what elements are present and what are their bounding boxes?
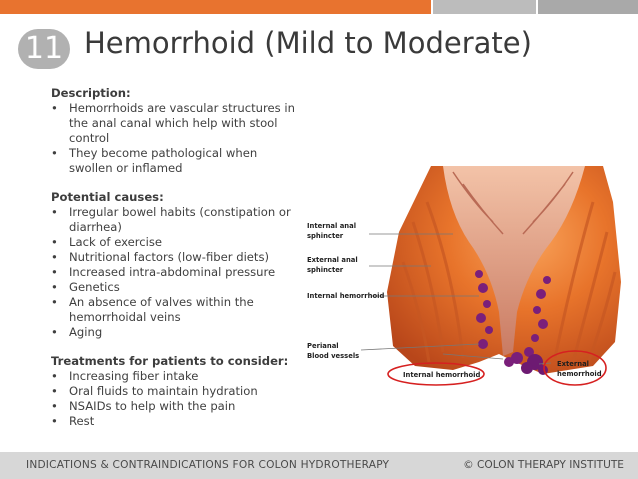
bullet: • <box>51 250 58 264</box>
accent-bar-gray-1 <box>433 0 536 14</box>
label-blood-vessels: Blood vessels <box>307 352 360 360</box>
label-internal-anal-sphincter-2: sphincter <box>307 232 344 240</box>
causes-list <box>51 205 296 340</box>
treatments-heading: Treatments for patients to consider: <box>51 354 289 368</box>
bullet: • <box>51 101 58 115</box>
list-item-text: Irregular bowel habits (constipation or diarrhea) <box>69 205 291 234</box>
top-accent-bar <box>0 0 638 14</box>
bullet: • <box>51 384 58 398</box>
list-item-text: NSAIDs to help with the pain <box>69 399 236 413</box>
label-external-anal-sphincter-2: sphincter <box>307 266 344 274</box>
anal-canal-anatomy-figure <box>303 162 637 388</box>
list-item <box>51 235 296 250</box>
list-item-text: They become pathological when swollen or inflamed <box>69 146 258 175</box>
list-item-text: Aging <box>69 325 103 339</box>
accent-bar-gray-2 <box>538 0 638 14</box>
bullet: • <box>51 295 58 309</box>
list-item-text: Genetics <box>69 280 120 294</box>
bullet: • <box>51 399 58 413</box>
list-item <box>51 399 296 414</box>
list-item <box>51 101 296 146</box>
bullet: • <box>51 265 58 279</box>
bullet: • <box>51 369 58 383</box>
description-heading: Description: <box>51 86 131 100</box>
slide-title: Hemorrhoid (Mild to Moderate) <box>84 26 532 60</box>
bullet: • <box>51 280 58 294</box>
list-item <box>51 295 296 325</box>
list-item <box>51 250 296 265</box>
bullet: • <box>51 325 58 339</box>
list-item-text: An absence of valves within the hemorrhoidal veins <box>69 295 254 324</box>
description-list <box>51 101 296 176</box>
list-item <box>51 265 296 280</box>
bullet: • <box>51 414 58 428</box>
label-internal-hemorrhoid-callout: Internal hemorrhoid <box>403 371 481 379</box>
list-item <box>51 325 296 340</box>
label-internal-anal-sphincter: Internal anal <box>307 222 357 230</box>
slide-content <box>51 86 296 429</box>
footer-course-title: INDICATIONS & CONTRAINDICATIONS FOR COLON HYDROTHERAPY <box>26 459 390 471</box>
label-external: External <box>557 360 589 368</box>
bullet: • <box>51 235 58 249</box>
causes-heading: Potential causes: <box>51 190 164 204</box>
slide-number-badge: 11 <box>18 29 70 69</box>
accent-bar-orange <box>0 0 431 14</box>
label-external-anal-sphincter: External anal <box>307 256 358 264</box>
footer-bar <box>0 452 638 479</box>
label-internal-hemorrhoid: Internal hemorrhoid <box>307 292 385 300</box>
label-hemorrhoid: hemorrhoid <box>557 370 602 378</box>
list-item-text: Oral fluids to maintain hydration <box>69 384 258 398</box>
label-perianal: Perianal <box>307 342 339 350</box>
list-item-text: Rest <box>69 414 95 428</box>
list-item-text: Hemorrhoids are vascular structures in the anal canal which help with stool control <box>69 101 295 145</box>
list-item <box>51 146 296 176</box>
footer-copyright: © COLON THERAPY INSTITUTE <box>463 459 624 471</box>
bullet: • <box>51 146 58 160</box>
list-item <box>51 205 296 235</box>
list-item-text: Lack of exercise <box>69 235 163 249</box>
treatments-list <box>51 369 296 429</box>
list-item <box>51 384 296 399</box>
list-item-text: Nutritional factors (low-fiber diets) <box>69 250 270 264</box>
list-item-text: Increasing fiber intake <box>69 369 199 383</box>
list-item <box>51 414 296 429</box>
list-item <box>51 369 296 384</box>
list-item <box>51 280 296 295</box>
bullet: • <box>51 205 58 219</box>
list-item-text: Increased intra-abdominal pressure <box>69 265 276 279</box>
